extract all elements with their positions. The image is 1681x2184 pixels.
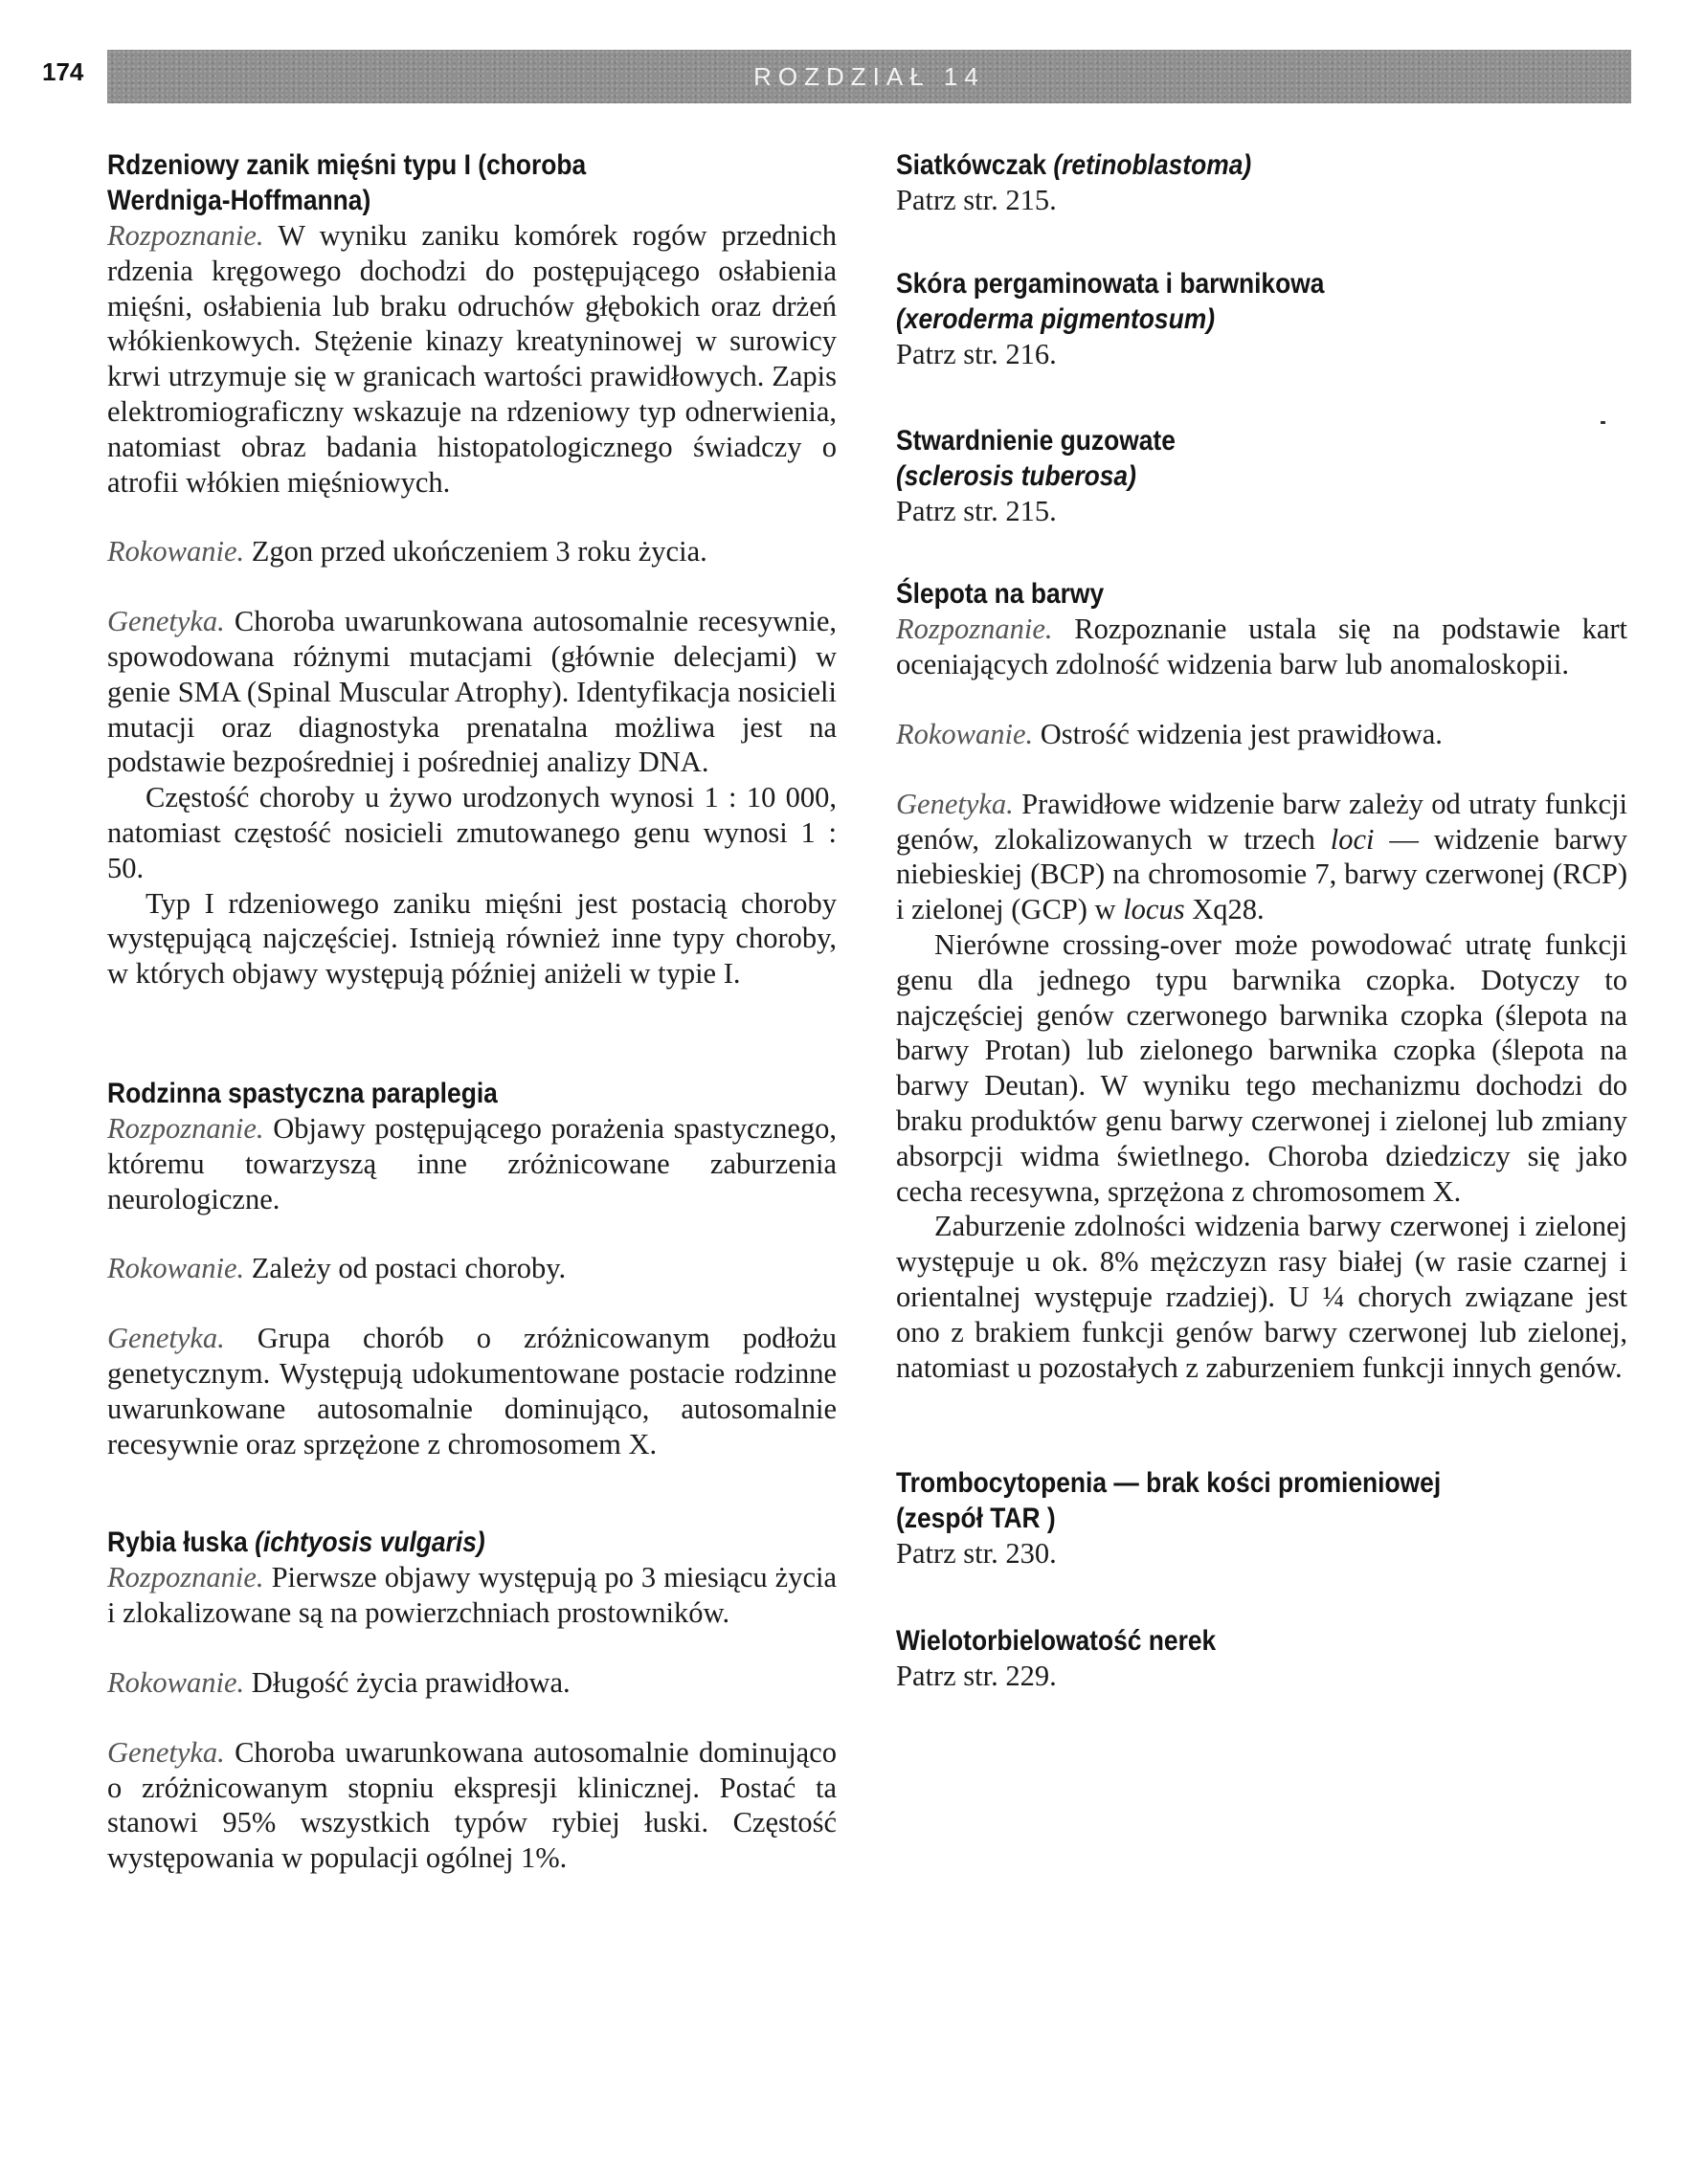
section-title: Rodzinna spastyczna paraplegia [107,1077,498,1109]
page-header [0,50,1681,103]
page-reference: Patrz str. 215. [896,494,1057,527]
genetics-paragraph: Genetyka. Prawidłowe widzenie barw zależy od utraty funkcji genów, zlokalizowanych w trzech loci — widzenie barwy niebieskiej (BCP) na chromosomie 7, barwy czerwonej (RCP) i zielonej (GCP) w locus Xq28. [896,787,1627,926]
section-rybia-luska [107,1525,837,1876]
prognosis-paragraph: Rokowanie. Długość życia prawidłowa. [107,1665,571,1699]
diagnosis-paragraph: Rozpoznanie. W wyniku zaniku komórek rogów przednich rdzenia kręgowego dochodzi do postępującego osłabienia mięśni, osłabienia lub braku odruchów głębokich oraz drżeń włókienkowych. Stężenie kinazy kreatyninowej w surowicy krwi utrzymuje się w granicach wartości prawidłowych. Zapis elektromiograficzny wskazuje na rdzeniowy typ odnerwienia, natomiast obraz badania histopatologicznego świadczy o atrofii włókien mięśniowych. [107,219,837,499]
section-title: Rdzeniowy zanik mięśni typu I (choroba Werdniga-Hoffmanna) [107,149,587,216]
page-reference: Patrz str. 229. [896,1660,1057,1693]
section-title: Wielotorbielowatość nerek [896,1625,1217,1658]
section-title: Stwardnienie guzowate (sclerosis tuberosa) [896,424,1176,492]
genetics-paragraph-3: Typ I rdzeniowego zaniku mięśni jest postacią choroby występującą najczęściej. Istnieją również inne typy choroby, w których objawy występują później aniżeli w typie I. [107,886,837,991]
page-reference: Patrz str. 216. [896,337,1057,370]
section-title: Ślepota na barwy [896,578,1105,611]
section-title: Siatkówczak (retinoblastoma) [896,149,1252,181]
prognosis-paragraph: Rokowanie. Zależy od postaci choroby. [107,1252,567,1285]
page-reference: Patrz str. 215. [896,184,1057,216]
section-title: Trombocytopenia — brak kości promieniowej (zespół TAR ) [896,1467,1442,1535]
section-title: Rybia łuska (ichtyosis vulgaris) [107,1527,485,1559]
section-xeroderma [896,266,1627,372]
page-reference: Patrz str. 230. [896,1537,1057,1571]
prognosis-paragraph: Rokowanie. Zgon przed ukończeniem 3 roku życia. [107,535,707,568]
genetics-paragraph: Genetyka. Grupa chorób o zróżnicowanym podłożu genetycznym. Występują udokumentowane postacie rodzinne uwarunkowane autosomalnie dominująco, autosomalnie recesywnie oraz sprzężone z chromosomem X. [107,1322,837,1460]
section-slepota [896,576,1627,1385]
chapter-title: ROZDZIAŁ 14 [753,62,985,91]
section-siatkowczak [896,147,1627,218]
section-trombocytopenia [896,1465,1627,1571]
section-paraplegia [107,1076,837,1461]
section-rdzeniowy-zanik [107,147,837,992]
right-column [896,147,1627,1742]
genetics-paragraph-3: Zaburzenie zdolności widzenia barwy czerwonej i zielonej występuje u ok. 8% mężczyzn rasy białej (w rasie czarnej i orientalnej występuje rzadziej). U ¼ chorych związane jest ono z brakiem funkcji genów barwy czerwonej lub zielonej, natomiast u pozostałych z zaburzeniem funkcji innych genów. [896,1210,1627,1384]
genetics-paragraph-2: Nierówne crossing-over może powodować utratę funkcji genu dla jednego typu barwnika czopka. Dotyczy to najczęściej genów czerwonego barwnika czopka (ślepota na barwy Protan) lub zielonego barwnika czopka (ślepota na barwy Deutan). W wyniku tego mechanizmu dochodzi do braku produktów genu barwy czerwonej i zielonej lub zmiany absorpcji widma świetlnego. Choroba dziedziczy się jako cecha recesywna, sprzężona z chromosomem X. [896,927,1627,1208]
section-wielotorbielowatosc [896,1623,1627,1694]
diagnosis-paragraph: Rozpoznanie. Rozpoznanie ustala się na podstawie kart oceniających zdolność widzenia barw lub anomaloskopii. [896,613,1627,681]
section-stwardnienie [896,423,1627,529]
section-title: Skóra pergaminowata i barwnikowa (xeroderma pigmentosum) [896,267,1325,335]
diagnosis-paragraph: Rozpoznanie. Pierwsze objawy występują po 3 miesiącu życia i zlokalizowane są na powierzchniach prostowników. [107,1561,837,1630]
prognosis-paragraph: Rokowanie. Ostrość widzenia jest prawidłowa. [896,717,1443,750]
page-number: 174 [42,57,84,86]
left-column [107,147,837,1924]
chapter-band [107,50,1631,103]
genetics-paragraph: Genetyka. Choroba uwarunkowana autosomalnie recesywnie, spowodowana różnymi mutacjami (głównie delecjami) w genie SMA (Spinal Muscular Atrophy). Identyfikacja nosicieli mutacji oraz diagnostyka prenatalna możliwa jest na podstawie bezpośredniej i pośredniej analizy DNA. [107,605,837,779]
genetics-paragraph-2: Częstość choroby u żywo urodzonych wynosi 1 : 10 000, natomiast częstość nosicieli zmutowanego genu wynosi 1 : 50. [107,781,837,884]
genetics-paragraph: Genetyka. Choroba uwarunkowana autosomalnie dominująco o zróżnicowanym stopniu ekspresji klinicznej. Postać ta stanowi 95% wszystkich typów rybiej łuski. Częstość występowania w populacji ogólnej 1%. [107,1735,838,1875]
diagnosis-paragraph: Rozpoznanie. Objawy postępującego porażenia spastycznego, któremu towarzyszą inne zróżnicowane zaburzenia neurologiczne. [107,1111,837,1215]
print-speck [1601,421,1605,424]
